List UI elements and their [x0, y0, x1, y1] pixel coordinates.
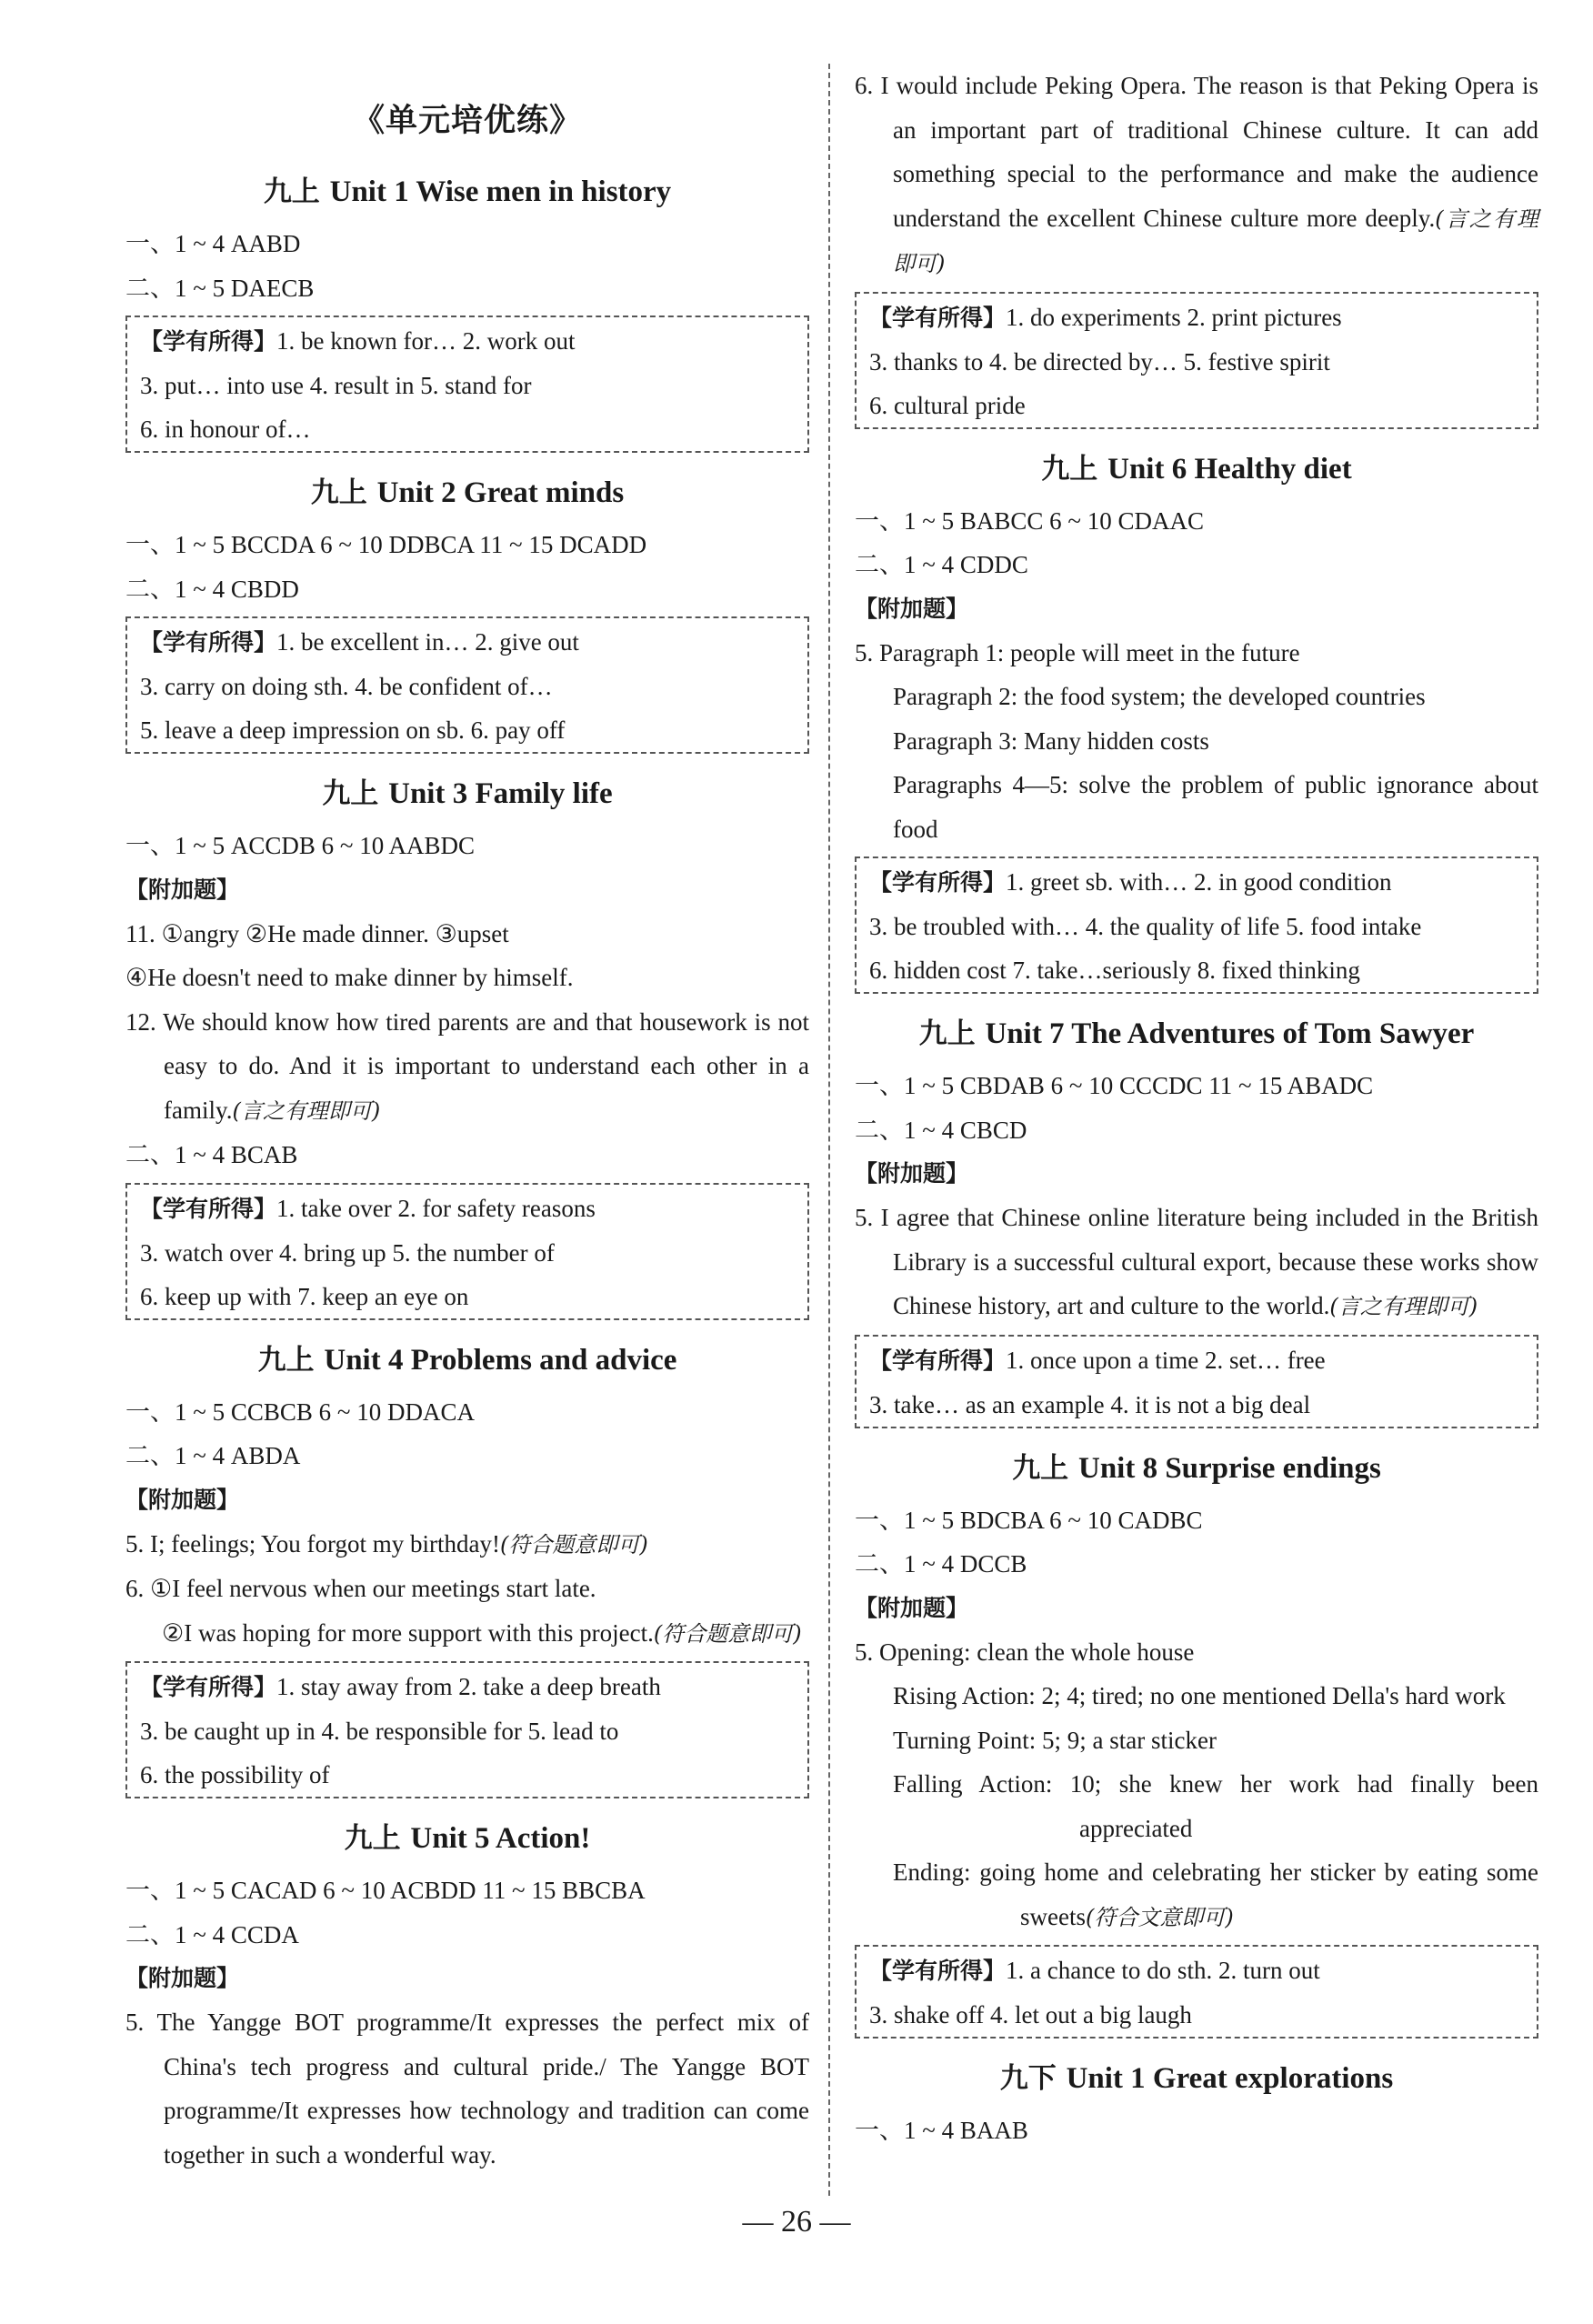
answer-line: 一、1 ~ 5 BDCBA 6 ~ 10 CADBC	[855, 1506, 1203, 1534]
box-label: 【学有所得】	[869, 1958, 1007, 1984]
answer-line: 二、1 ~ 4 CDDC	[855, 551, 1028, 578]
column-divider	[828, 64, 830, 2196]
answer-line: 二、1 ~ 4 ABDA	[125, 1442, 301, 1469]
answer-paragraph: 6. I would include Peking Opera. The reason is that Peking Opera is an important part of traditional Chinese culture. It can add something special to the performance and make the audience understand the excellent Chinese culture more deeply.(言之有理即可)	[855, 72, 1538, 276]
answer-line: 一、1 ~ 5 BCCDA 6 ~ 10 DDBCA 11 ~ 15 DCADD	[125, 531, 647, 558]
summary-box: 【学有所得】1. a chance to do sth. 2. turn out 3. shake off 4. let out a big laugh	[855, 1945, 1538, 2039]
answer-paragraph: 5. The Yangge BOT programme/It expresses the perfect mix of China's tech progress and cultural pride./ The Yangge BOT programme/It expresses how technology and tradition can come together in such a wonderful way.	[125, 2008, 809, 2169]
unit-title: 九上 Unit 6 Healthy diet	[1041, 452, 1352, 486]
answer-line: 二、1 ~ 4 CCDA	[125, 1920, 299, 1948]
answer-paragraph: 5. I agree that Chinese online literature being included in the British Library is a successful cultural export, because these works show Chinese history, art and culture to the world.(言之有理即可)	[855, 1204, 1538, 1319]
right-column: 6. I would include Peking Opera. The reason is that Peking Opera is an important part of traditional Chinese culture. It can add something special to the performance and make the audience understand the excellent Chinese culture more deeply.(言之有理即可) 【学有所得】1. do experiments 2. print pictures 3. thanks to 4. be directed by… 5. festive spirit 6. cultural pride 九上 Unit 6 Healthy diet 一、1 ~ 5 BABCC 6 ~ 10 CDAAC 二、1 ~ 4 CDDC 【附加题】 5. Paragraph 1: people will meet in the future Paragraph 2: the food system; the developed countries Paragraph 3: Many hidden costs Paragraphs 4—5: solve the problem of public ignorance about food 【学有所得】1. greet sb. with… 2. in good condition 3. be troubled with… 4. the quality of life 5. food intake 6. hidden cost 7. take…seriously 8. fixed thinking 九上 Unit 7 The Adventures of Tom Sawyer 一、1 ~ 5 CBDAB 6 ~ 10 CCCDC 11 ~ 15 ABADC 二、1 ~ 4 CBCD 【附加题】 5. I agree that Chinese online literature being included in the British Library is a successful cultural export, because these works show Chinese history, art and culture to the world.(言之有理即可) 【学有所得】1. once upon a time 2. set… free 3. take… as an example 4. it is not a big deal 九上 Unit 8 Surprise endings 一、1 ~ 5 BDCBA 6 ~ 10 CADBC 二、1 ~ 4 DCCB 【附加题】 5. Opening: clean the whole house Rising Action: 2; 4; tired; no one mentioned Della's hard work Turning Point: 5; 9; a star sticker Falling Action: 10; she knew her work had finally been appreciated Ending: going home and celebrating her sticker by eating some sweets(符合文意即可) 【学有所得】1. a chance to do sth. 2. turn out 3. shake off 4. let out a big laugh 九下 Unit 1 Great explorations 一、1 ~ 4 BAAB	[855, 64, 1538, 2153]
answer-line: 一、1 ~ 5 CCBCB 6 ~ 10 DDACA	[125, 1397, 476, 1426]
answer-line: 二、1 ~ 4 CBDD	[125, 575, 299, 603]
page-title: 《单元培优练》	[352, 103, 582, 139]
summary-box: 【学有所得】1. once upon a time 2. set… free 3. take… as an example 4. it is not a big deal	[855, 1335, 1538, 1428]
answer-line: 二、1 ~ 4 CBCD	[855, 1116, 1027, 1144]
box-label: 【学有所得】	[140, 1195, 277, 1222]
unit-title: 九下 Unit 1 Great explorations	[999, 2062, 1394, 2095]
answer-line: 一、1 ~ 5 BABCC 6 ~ 10 CDAAC	[855, 506, 1205, 535]
unit-title: 九上 Unit 8 Surprise endings	[1012, 1451, 1381, 1485]
box-label: 【学有所得】	[869, 304, 1007, 331]
summary-box: 【学有所得】1. be excellent in… 2. give out 3. carry on doing sth. 4. be confident of… 5. leave a deep impression on sb. 6. pay off	[125, 616, 809, 754]
answer-line: 一、1 ~ 4 AABD	[125, 230, 301, 257]
summary-box: 【学有所得】1. greet sb. with… 2. in good condition 3. be troubled with… 4. the quality of life 5. food intake 6. hidden cost 7. take…seriously 8. fixed thinking	[855, 856, 1538, 994]
left-column: 《单元培优练》 九上 Unit 1 Wise men in history 一、1 ~ 4 AABD 二、1 ~ 5 DAECB 【学有所得】1. be known for… 2. work out 3. put… into use 4. result in 5. stand for 6. in honour of… 九上 Unit 2 Great minds 一、1 ~ 5 BCCDA 6 ~ 10 DDBCA 11 ~ 15 DCADD 二、1 ~ 4 CBDD 【学有所得】1. be excellent in… 2. give out 3. carry on doing sth. 4. be confident of… 5. leave a deep impression on sb. 6. pay off 九上 Unit 3 Family life 一、1 ~ 5 ACCDB 6 ~ 10 AABDC 【附加题】 11. ①angry ②He made dinner. ③upset ④He doesn't need to make dinner by himself. 12. We should know how tired parents are and that housework is not easy to do. And it is important to understand each other in a family.(言之有理即可) 二、1 ~ 4 BCAB 【学有所得】1. take over 2. for safety reasons 3. watch over 4. bring up 5. the number of 6. keep up with 7. keep an eye on 九上 Unit 4 Problems and advice 一、1 ~ 5 CCBCB 6 ~ 10 DDACA 二、1 ~ 4 ABDA 【附加题】 5. I; feelings; You forgot my birthday!(符合题意即可) 6. ①I feel nervous when our meetings start late. ②I was hoping for more support with this project.(符合题意即可) 【学有所得】1. stay away from 2. take a deep breath 3. be caught up in 4. be responsible for 5. lead to 6. the possibility of 九上 Unit 5 Action! 一、1 ~ 5 CACAD 6 ~ 10 ACBDD 11 ~ 15 BBCBA 二、1 ~ 4 CCDA 【附加题】 5. The Yangge BOT programme/It expresses the perfect mix of China's tech progress and cultural pride./ The Yangge BOT programme/It expresses how technology and tradition can come together in such a wonderful way.	[125, 77, 809, 2177]
extra-questions-label: 【附加题】	[855, 1594, 969, 1621]
unit-title: 九上 Unit 3 Family life	[322, 777, 613, 810]
box-label: 【学有所得】	[869, 1347, 1007, 1374]
box-label: 【学有所得】	[140, 629, 277, 656]
extra-questions-label: 【附加题】	[125, 876, 240, 903]
extra-questions-label: 【附加题】	[125, 1486, 240, 1513]
box-label: 【学有所得】	[140, 1674, 277, 1700]
answer-paragraph: 12. We should know how tired parents are and that housework is not easy to do. And it is important to understand each other in a family.(言之有理即可)	[125, 1007, 809, 1124]
unit-title: 九上 Unit 1 Wise men in history	[263, 175, 672, 208]
box-label: 【学有所得】	[869, 869, 1007, 896]
unit-title: 九上 Unit 5 Action!	[344, 1822, 591, 1855]
box-label: 【学有所得】	[140, 328, 277, 355]
answer-line: 二、1 ~ 4 BCAB	[125, 1141, 298, 1168]
answer-line: 一、1 ~ 5 CACAD 6 ~ 10 ACBDD 11 ~ 15 BBCBA	[125, 1877, 646, 1904]
summary-box: 【学有所得】1. take over 2. for safety reasons 3. watch over 4. bring up 5. the number of 6. keep up with 7. keep an eye on	[125, 1183, 809, 1320]
answer-line: 二、1 ~ 5 DAECB	[125, 274, 315, 302]
extra-questions-label: 【附加题】	[855, 595, 969, 622]
unit-title: 九上 Unit 4 Problems and advice	[257, 1343, 677, 1377]
extra-questions-label: 【附加题】	[125, 1965, 240, 1991]
summary-box: 【学有所得】1. stay away from 2. take a deep breath 3. be caught up in 4. be responsible for 5. lead to 6. the possibility of	[125, 1661, 809, 1798]
answer-line: 一、1 ~ 4 BAAB	[855, 2117, 1028, 2144]
unit-title: 九上 Unit 7 The Adventures of Tom Sawyer	[918, 1017, 1475, 1050]
summary-box: 【学有所得】1. do experiments 2. print pictures 3. thanks to 4. be directed by… 5. festive spirit 6. cultural pride	[855, 292, 1538, 429]
answer-line: 二、1 ~ 4 DCCB	[855, 1550, 1027, 1578]
answer-line: 一、1 ~ 5 ACCDB 6 ~ 10 AABDC	[125, 832, 476, 859]
summary-box: 【学有所得】1. be known for… 2. work out 3. put… into use 4. result in 5. stand for 6. in honour of…	[125, 316, 809, 453]
page-number: — 26 —	[742, 2205, 851, 2239]
answer-line: 一、1 ~ 5 CBDAB 6 ~ 10 CCCDC 11 ~ 15 ABADC	[855, 1072, 1374, 1099]
extra-questions-label: 【附加题】	[855, 1160, 969, 1187]
unit-title: 九上 Unit 2 Great minds	[310, 476, 625, 509]
